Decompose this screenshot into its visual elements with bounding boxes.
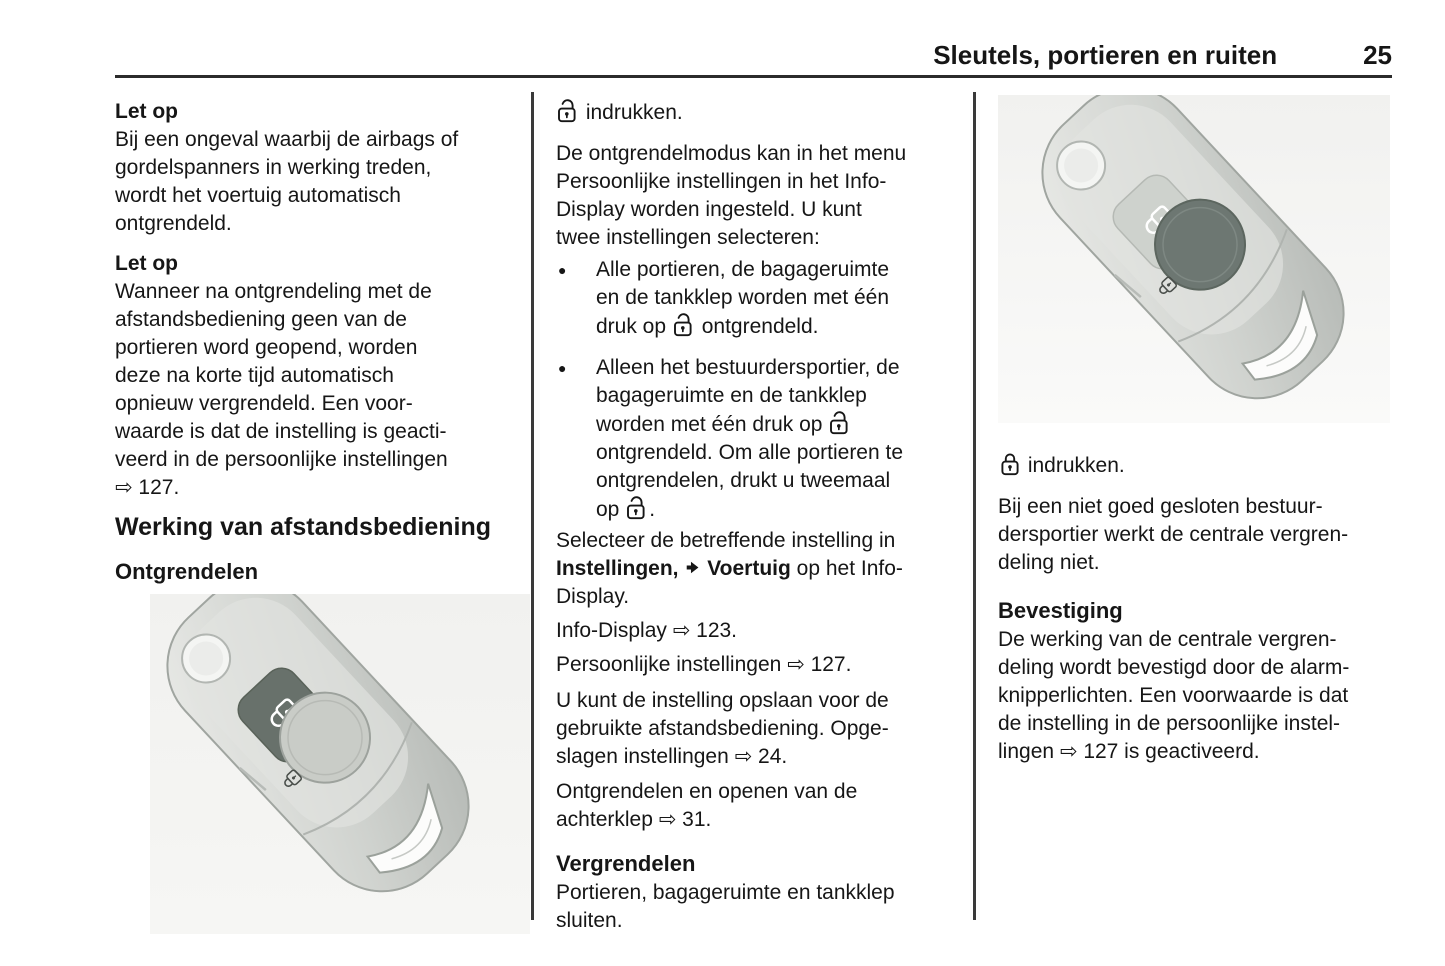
note-heading: Let op (115, 252, 178, 275)
page-number: 25 (1363, 40, 1392, 70)
menu-arrow-icon (684, 559, 701, 576)
save-settings-paragraph: U kunt de instelling opslaan voor de gebruikte afstandsbediening. Opge- slagen instellingen ⇨ 24. (556, 689, 889, 768)
vergrendelen-paragraph: Portieren, bagageruimte en tankklep sluiten. (556, 881, 895, 932)
bullet-item (556, 256, 956, 341)
column-right (998, 95, 1402, 766)
unlock-icon (625, 495, 649, 521)
intro-paragraph: De ontgrendelmodus kan in het menu Persoonlijke instellingen in het Info- Display worden ingesteld. U kunt twee instellingen selecteren: (556, 142, 907, 249)
page-header (115, 40, 1392, 71)
bullet-marker: ● (558, 360, 567, 376)
unlock-icon (556, 98, 580, 124)
bullet-marker: ● (558, 262, 567, 278)
key-fob-figure-unlock (150, 594, 525, 942)
tailgate-paragraph: Ontgrendelen en openen van de achterklep ⇨ 31. (556, 780, 858, 831)
select-setting-paragraph: Selecteer de betreffende instelling in Instellingen, Voertuig op het Info- Display. (556, 529, 903, 608)
header-rule (115, 75, 1392, 78)
unlock-icon (828, 410, 852, 436)
lock-icon (998, 451, 1022, 477)
column-middle (556, 98, 956, 935)
driver-door-paragraph: Bij een niet goed gesloten bestuur- dersportier werkt de centrale vergren- deling niet. (998, 495, 1349, 574)
bullet-text: Alleen het bestuurdersportier, de bagageruimte en de tankklep worden met één druk op ontgrendeld. Om alle portieren te ontgrendelen, drukt u tweemaal op . (596, 356, 904, 521)
bevestiging-paragraph: De werking van de centrale vergren- deling wordt bevestigd door de alarm- knipperlichten. Een voorwaarde is dat de instelling in de persoonlijke instel- lingen ⇨ 127 is geactiveerd. (998, 628, 1350, 763)
reference-info-display: Info-Display ⇨ 123. (556, 619, 738, 642)
note-body: Wanneer na ontgrendeling met de afstandsbediening geen van de portieren word geopend, worden deze na korte tijd automatisch opnieuw vergrendeld. Een voor- waarde is dat de instelling is geacti- veerd in de persoonlijke instellingen ⇨ 127. (115, 280, 448, 499)
vergrendelen-heading: Vergrendelen (556, 851, 696, 876)
column-left (115, 98, 525, 942)
subsection-heading-ontgrendelen: Ontgrendelen (115, 559, 259, 584)
reference-persoonlijke-instellingen: Persoonlijke instellingen ⇨ 127. (556, 653, 852, 676)
unlock-instruction-line: indrukken. (556, 98, 956, 127)
note-heading: Let op (115, 100, 178, 123)
key-fob-figure-lock (998, 95, 1402, 431)
bullet-item (556, 354, 956, 524)
bullet-text: Alle portieren, de bagageruimte en de tankklep worden met één druk op ontgrendeld. (596, 258, 890, 338)
bullet-list (556, 256, 956, 524)
lock-instruction-line: indrukken. (998, 451, 1402, 480)
note-body: Bij een ongeval waarbij de airbags of gordelspanners in werking treden, wordt het voertuig automatisch ontgrendeld. (115, 128, 459, 235)
chapter-title: Sleutels, portieren en ruiten (933, 40, 1278, 70)
unlock-icon (672, 312, 696, 338)
section-heading-werking: Werking van afstandsbediening (115, 513, 492, 541)
bevestiging-heading: Bevestiging (998, 598, 1123, 623)
column-divider-left (531, 92, 534, 920)
column-divider-right (973, 92, 976, 920)
